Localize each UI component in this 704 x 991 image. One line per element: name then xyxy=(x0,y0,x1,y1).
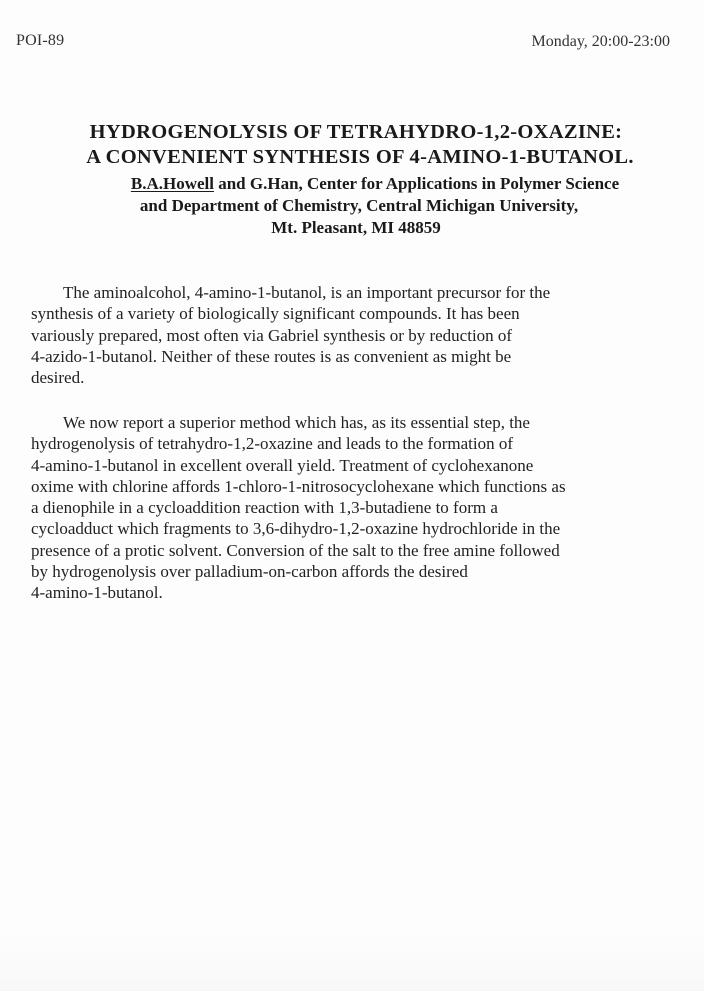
paragraph-line: 4-amino-1-butanol. xyxy=(31,583,163,603)
title-line-1: HYDROGENOLYSIS OF TETRAHYDRO-1,2-OXAZINE: xyxy=(89,121,623,143)
poster-id: POI-89 xyxy=(16,32,65,49)
paragraph-line: hydrogenolysis of tetrahydro-1,2-oxazine and leads to the formation of xyxy=(31,434,514,454)
paragraph-line: by hydrogenolysis over palladium-on-carbon affords the desired xyxy=(31,562,468,582)
paragraph-line: We now report a superior method which has, as its essential step, the xyxy=(63,413,530,432)
authors-line-1 xyxy=(0,173,704,195)
abstract-paragraph-2 xyxy=(31,412,661,604)
paragraph-line: presence of a protic solvent. Conversion of the salt to the free amine followed xyxy=(31,540,560,560)
paragraph-line: 4-azido-1-butanol. Neither of these routes is as convenient as might be xyxy=(31,346,512,366)
paragraph-line: cycloadduct which fragments to 3,6-dihydro-1,2-oxazine hydrochloride in the xyxy=(31,519,561,539)
paragraph-line: a dienophile in a cycloaddition reaction with 1,3-butadiene to form a xyxy=(31,498,498,518)
authors-line-1-rest: and G.Han, Center for Applications in Polymer Science xyxy=(213,174,620,193)
paragraph-line: oxime with chlorine affords 1-chloro-1-nitrosocyclohexane which functions as xyxy=(31,476,566,496)
paragraph-line: desired. xyxy=(31,368,85,388)
abstract-paragraph-1 xyxy=(31,282,661,388)
authors-line-3: Mt. Pleasant, MI 48859 xyxy=(271,218,441,237)
session-time: Monday, 20:00-23:00 xyxy=(531,33,670,50)
paragraph-line: synthesis of a variety of biologically significant compounds. It has been xyxy=(31,304,520,324)
presenting-author: B.A.Howell xyxy=(130,174,214,193)
scan-shading xyxy=(0,931,704,991)
paragraph-line: The aminoalcohol, 4-amino-1-butanol, is an important precursor for the xyxy=(63,283,551,302)
title-line-2: A CONVENIENT SYNTHESIS OF 4-AMINO-1-BUTANOL. xyxy=(86,146,634,168)
author-affiliation xyxy=(0,173,704,239)
paragraph-line: variously prepared, most often via Gabriel synthesis or by reduction of xyxy=(31,325,513,345)
paragraph-line: 4-amino-1-butanol in excellent overall yield. Treatment of cyclohexanone xyxy=(31,455,534,475)
authors-line-2: and Department of Chemistry, Central Michigan University, xyxy=(139,196,579,215)
abstract-title xyxy=(0,120,704,170)
